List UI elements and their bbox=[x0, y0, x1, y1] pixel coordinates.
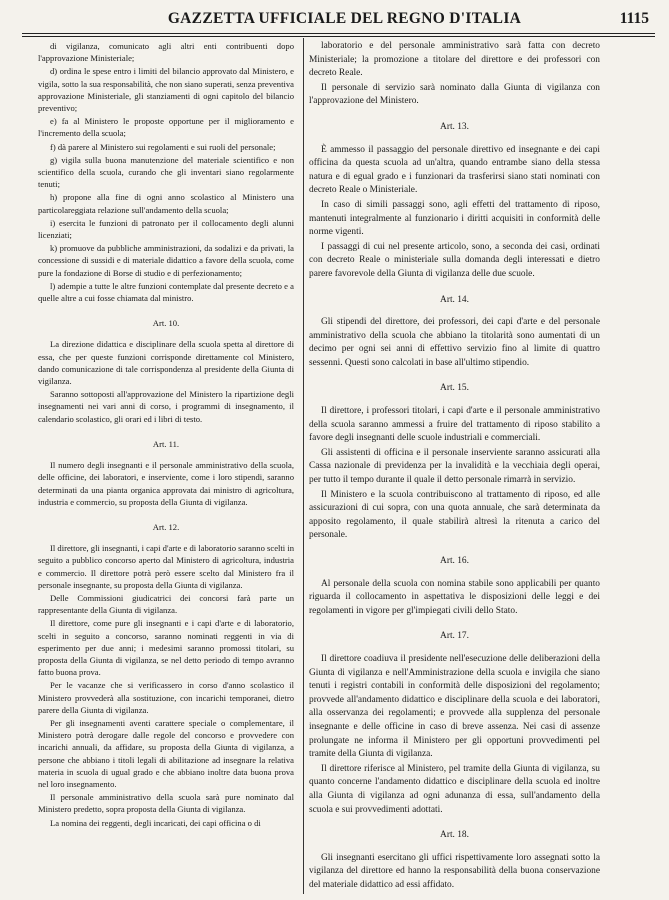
paragraph: i) esercita le funzioni di patronato per il collocamento degli alunni licenziati; bbox=[38, 217, 294, 241]
article-heading: Art. 13. bbox=[440, 121, 469, 132]
paragraph: In caso di simili passaggi sono, agli effetti del trattamento di riposo, mantenuti integralmente al funzionario i diritti acquisiti in conformità delle norme vigenti. bbox=[309, 199, 600, 238]
paragraph: laboratorio e del personale amministrativo sarà fatta con decreto Ministeriale; la promozione a titolare del direttore e dei professori con decreto Reale. bbox=[309, 41, 600, 79]
paragraph: f) dà parere al Ministero sui regolamenti e sui ruoli del personale; bbox=[50, 141, 276, 152]
paragraph: h) propone alla fine di ogni anno scolastico al Ministero una particolareggiata relazione sull'andamento della scuola; bbox=[38, 192, 294, 215]
page-number: 1115 bbox=[619, 10, 649, 27]
paragraph: Il direttore, i professori titolari, i capi d'arte e il personale amministrativo della scuola saranno ammessi a fruire del trattamento di riposo stabilito a favore degli insegnanti delle scuole industriali e commerciali. bbox=[309, 406, 600, 444]
paragraph: Gli assistenti di officina e il personale inserviente saranno assicurati alla Cassa nazionale di previdenza per la invalidità e la vecchiaia degli operai, per tutto il tempo durante il quale il detto personale rimarrà in servizio. bbox=[309, 447, 600, 486]
gazette-title: GAZZETTA UFFICIALE DEL REGNO D'ITALIA bbox=[167, 10, 522, 27]
paragraph: l) adempie a tutte le altre funzioni contemplate dal presente decreto e a quelle altre a cui fosse chiamata dal ministro. bbox=[38, 280, 294, 304]
column-divider bbox=[303, 38, 304, 894]
paragraph: La direzione didattica e disciplinare della scuola spetta al direttore di essa, che per queste funzioni corrisponde direttamente col Ministero, dando comunicazione di tale corrispondenza al presidente della Giunta di vigilanza. bbox=[38, 339, 294, 387]
right-column bbox=[309, 40, 600, 896]
article-heading: Art. 17. bbox=[440, 631, 469, 642]
paragraph: È ammesso il passaggio del personale direttivo ed insegnante e dei capi officina da questa scuola ad un'altra, quando entrambe siano della stessa natura e di egual grado e i funzionari da trasferirsi siano stati nominati con decreto Reale o Ministeriale. bbox=[309, 144, 600, 196]
paragraph: Il direttore, gli insegnanti, i capi d'arte e di laboratorio saranno scelti in seguito a pubblico concorso aperto dal Ministero di agricoltura, industria e commercio. Il direttore potrà però essere scelto dal Ministero fra il personale insegnante, su proposta della Giunta di vigilanza. bbox=[38, 543, 294, 590]
article-heading: Art. 16. bbox=[440, 556, 469, 566]
paragraph: Il Ministero e la scuola contribuiscono al trattamento di riposo, ed alle assicurazioni di cui sopra, con una quota annuale, che sarà determinata da apposito regolamento, il quale stabilirà altresì la ritenuta a carico del personale. bbox=[309, 489, 600, 541]
paragraph: Il personale di servizio sarà nominato dalla Giunta di vigilanza con l'approvazione del Ministero. bbox=[309, 82, 600, 107]
paragraph: Il direttore, come pure gli insegnanti e i capi d'arte e di laboratorio, scelti in seguito a concorso, saranno nominati reggenti in via di esperimento per due anni; i medesimi saranno promossi titolari, su proposta della Giunta di vigilanza, se nel detto periodo di tempo avranno fatto buona prova. bbox=[38, 618, 294, 678]
paragraph: Il personale amministrativo della scuola sarà pure nominato dal Ministero predetto, sopra proposta della Giunta di vigilanza. bbox=[38, 792, 294, 815]
article-heading: Art. 12. bbox=[152, 521, 180, 532]
paragraph: Per le vacanze che si verificassero in corso d'anno scolastico il Ministero provvederà alla sostituzione, con incarichi temporanei, dietro parere della Giunta di vigilanza. bbox=[38, 680, 294, 715]
paragraph: Saranno sottoposti all'approvazione del Ministero la ripartizione degli insegnamenti nei vari anni di corso, i programmi di insegnamento, il calendario scolastico, gli orari ed i libri di testo. bbox=[38, 389, 294, 424]
header-rule-thick bbox=[22, 36, 655, 37]
paragraph: Gli stipendi del direttore, dei professori, dei capi d'arte e del personale amministrativo della scuola che abbiano la titolarità sono aumentati di un decimo per ogni sei anni di effettivo servizio fino al limite di quattro sessenni. Questi sono calcolati in base all'ultimo stipendio. bbox=[309, 317, 600, 368]
paragraph: g) vigila sulla buona manutenzione del materiale scientifico e non scientifico della scuola, curando che gli inventari siano regolarmente tenuti; bbox=[38, 154, 294, 190]
article-heading: Art. 10. bbox=[152, 318, 180, 329]
left-column bbox=[38, 40, 294, 896]
paragraph: I passaggi di cui nel presente articolo, sono, a seconda dei casi, ordinati con decreto Reale o ministeriale sulla domanda degli interessati e dietro parere favorevole della Giunta di vigilanza delle due scuole. bbox=[309, 241, 600, 279]
paragraph: La nomina dei reggenti, degli incaricati, dei capi officina o di bbox=[50, 817, 261, 828]
paragraph: d) ordina le spese entro i limiti del bilancio approvato dal Ministero, e vigila, sotto la sua responsabilità, che non siano superati, senza preventiva approvazione Ministeriale, gli stanziamenti di ogni capitolo del bilancio preventivo; bbox=[38, 66, 294, 114]
paragraph: Il numero degli insegnanti e il personale amministrativo della scuola, delle officine, dei laboratori, e inserviente, come i loro stipendi, saranno determinati da una pianta organica approvata dai ministro di agricoltura, industria e commercio, su proposta della Giunta di vigilanza. bbox=[38, 460, 294, 507]
article-heading: Art. 18. bbox=[440, 830, 469, 841]
article-heading: Art. 15. bbox=[440, 383, 469, 394]
paragraph: Il direttore riferisce al Ministero, pel tramite della Giunta di vigilanza, su quanto concerne l'andamento didattico e disciplinare della scuola ed inoltre alla Giunta di vigilanza ad ogni adunanza di essa, sull'andamento della scuola e sui provvedimenti adottati. bbox=[309, 763, 600, 815]
paragraph: Al personale della scuola con nomina stabile sono applicabili per quanto riguarda il collocamento in aspettativa le disposizioni delle leggi e dei regolamenti in vigore per gl'impiegati civili dello Stato. bbox=[309, 578, 600, 616]
paragraph: Delle Commissioni giudicatrici dei concorsi farà parte un rappresentante della Giunta di vigilanza. bbox=[38, 592, 294, 616]
paragraph: k) promuove da pubbliche amministrazioni, da sodalizi e da privati, la concessione di sussidi e di materiale didattico a favore della scuola, come pure la fondazione di Borse di studio e di perfezionamento; bbox=[38, 243, 294, 278]
paragraph: Per gli insegnamenti aventi carattere speciale o complementare, il Ministero potrà derogare dalle regole del concorso e provvedere con incarichi annuali, da affidare, su proposta della Giunta di vigilanza, a persone che abbiano i titoli legali di abilitazione ad insegnare la relativa materia in scuola di ugual grado e che abbiano inoltre data buona prova nel loro insegnamento. bbox=[38, 717, 294, 789]
paragraph: di vigilanza, comunicato agli altri enti contribuenti dopo l'approvazione Ministeriale; bbox=[38, 41, 294, 64]
paragraph: Il direttore coadiuva il presidente nell'esecuzione delle deliberazioni della Giunta di vigilanza e nell'Amministrazione della scuola e invigila che siano tenuti i registri contabili in conformità delle disposizioni del regolamento; provvede all'andamento didattico e disciplinare della scuola e dei laboratori, alla osservanza dei regolamenti; e provvede alla supplenza del personale insegnante e delle officine in caso di breve assenza. Nei casi di assenze prolungate ne informa il Ministero per gli opportuni provvedimenti pel tramite della Giunta di vigilanza. bbox=[309, 653, 600, 760]
paragraph: Gli insegnanti esercitano gli uffici rispettivamente loro assegnati sotto la vigilanza del direttore ed hanno la responsabilità della buona conservazione del materiale didattico ad essi affidato. bbox=[309, 852, 600, 890]
paragraph: e) fa al Ministero le proposte opportune per il miglioramento e l'incremento della scuola; bbox=[38, 116, 294, 139]
header-rule bbox=[22, 33, 655, 34]
page-header bbox=[40, 10, 649, 32]
article-heading: Art. 11. bbox=[152, 438, 180, 449]
article-heading: Art. 14. bbox=[440, 294, 469, 305]
